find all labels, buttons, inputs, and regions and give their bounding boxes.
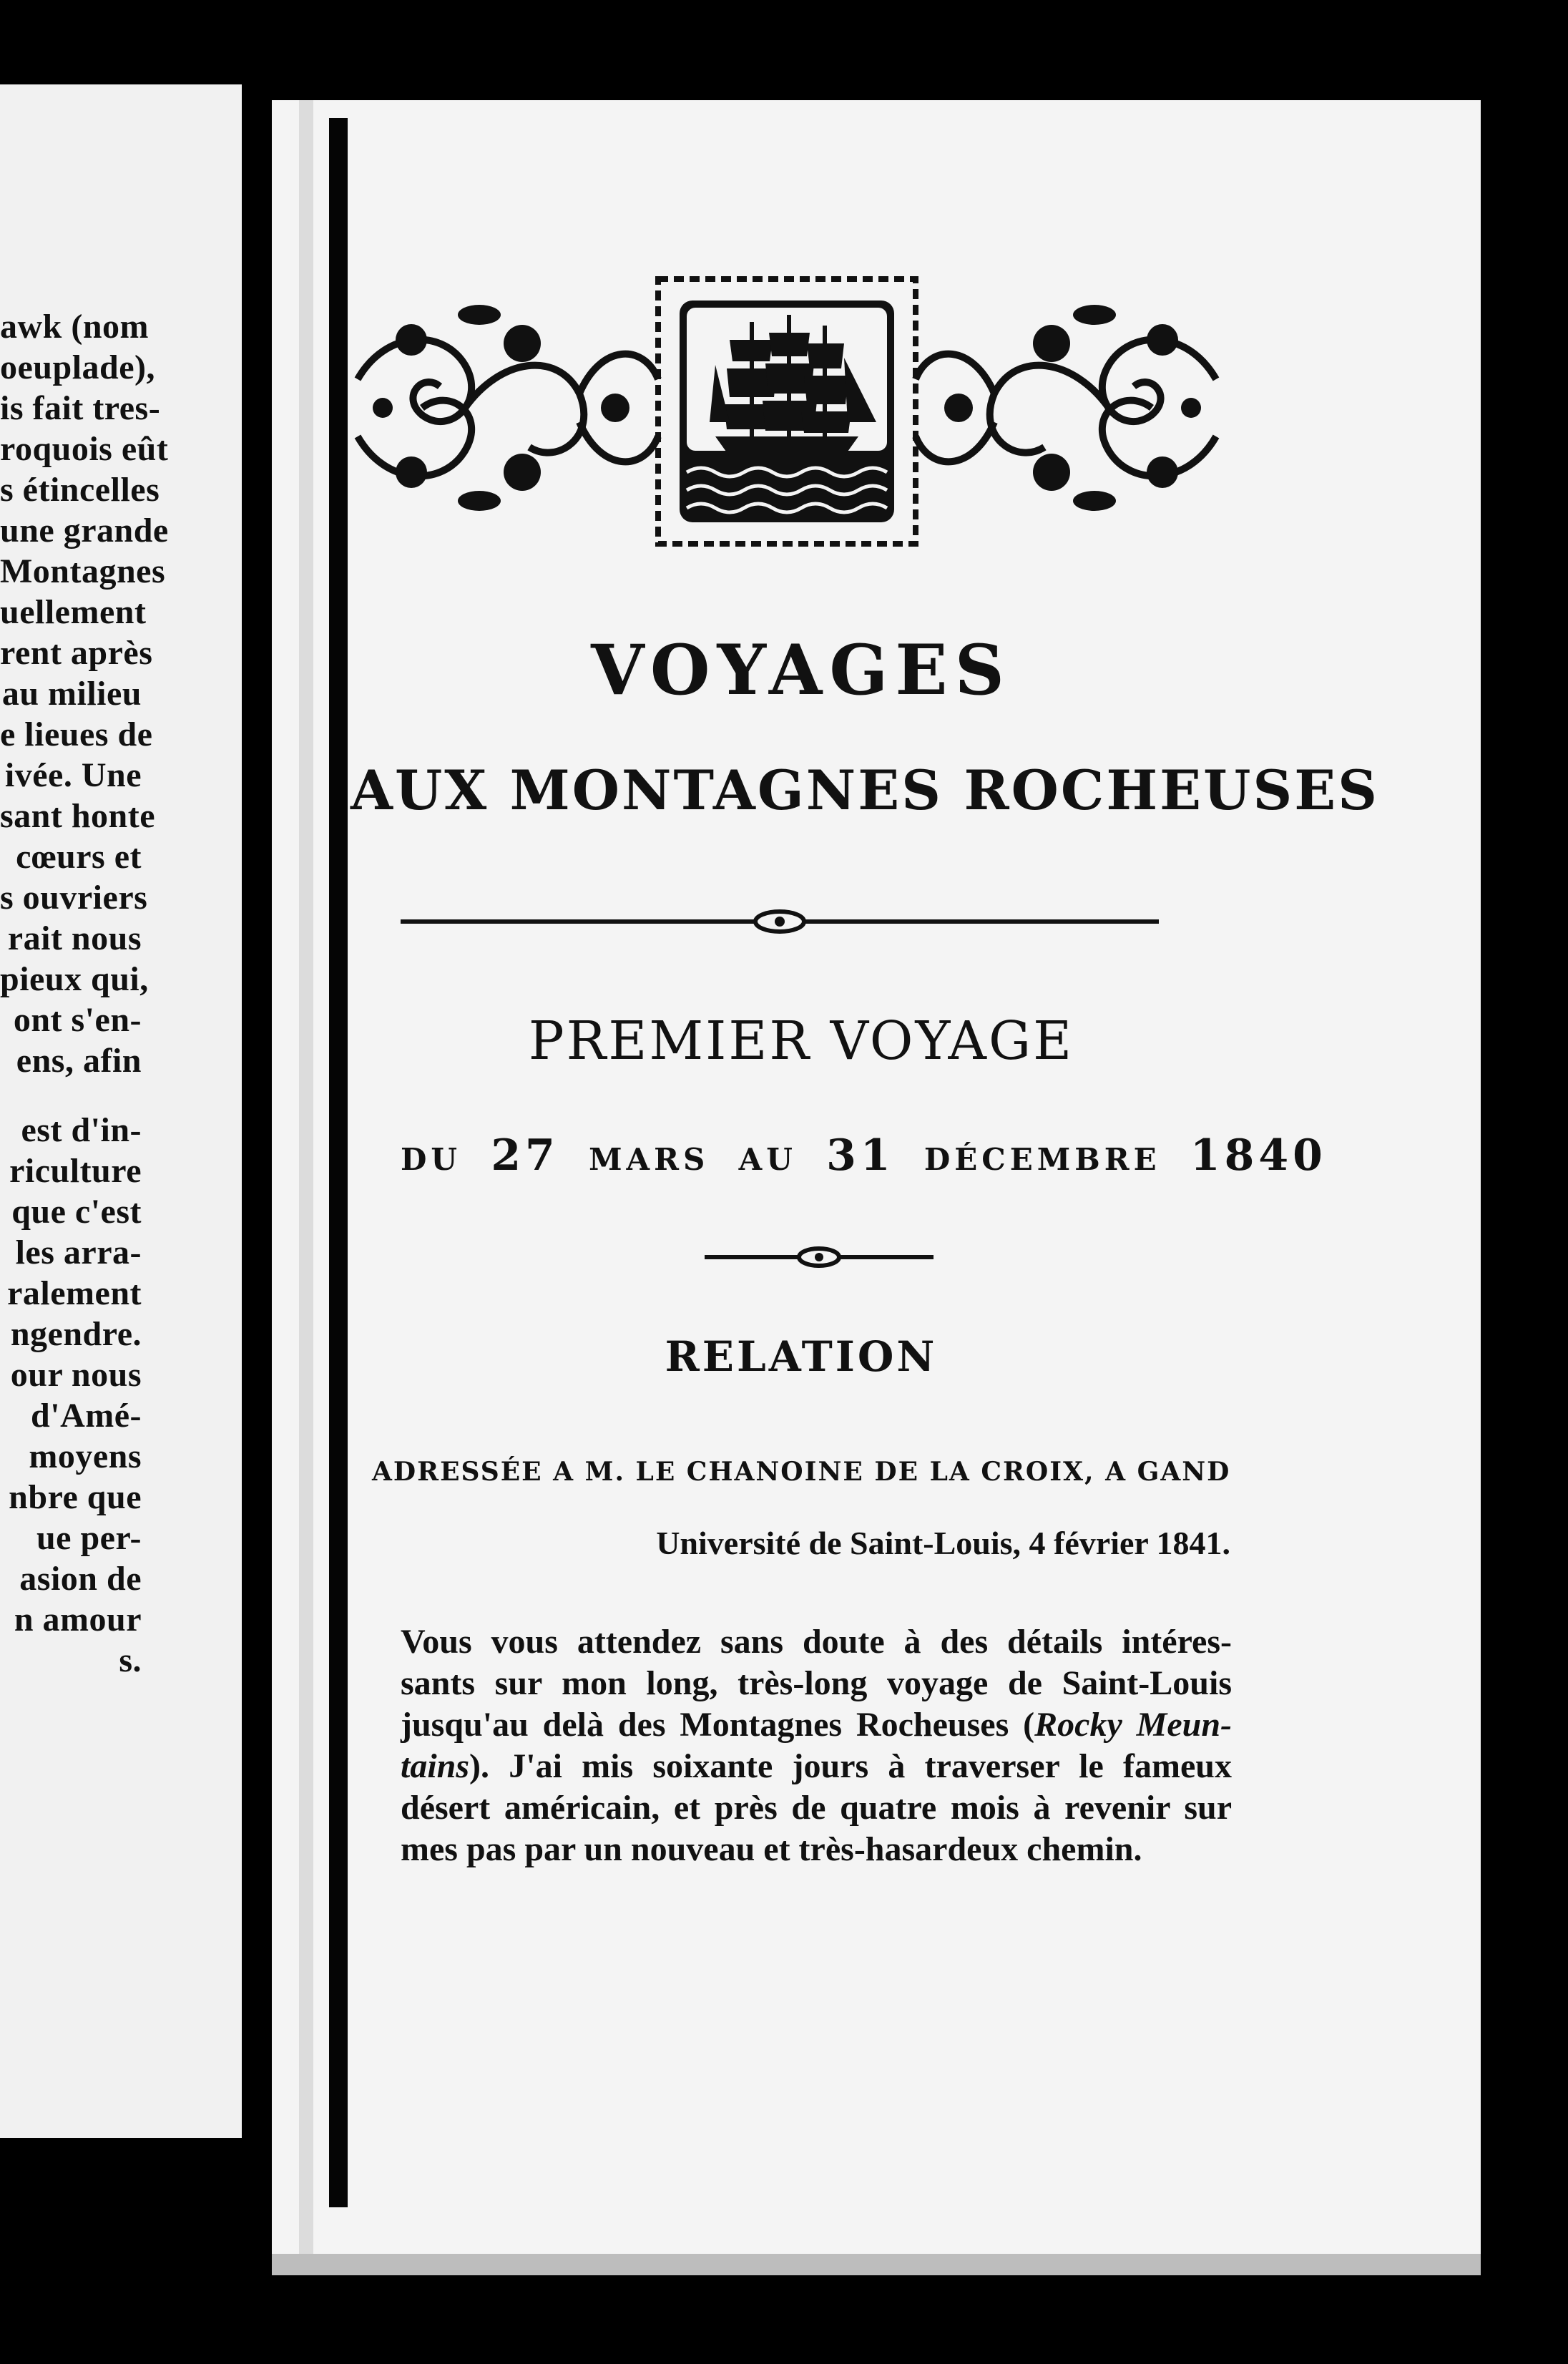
facing-page-line: les arra- [15, 1234, 142, 1271]
facing-page-line: ue per- [36, 1519, 142, 1557]
relation-addressee: ADRESSÉE A M. LE CHANOINE DE LA CROIX, A GAND [372, 1457, 1231, 1487]
title-line-1: VOYAGES [591, 630, 1011, 710]
ornamental-rule-icon [401, 900, 1159, 943]
facing-page-line: ens, afin [16, 1042, 142, 1080]
facing-page-line: rent après [0, 634, 153, 672]
facing-page-line: riculture [9, 1152, 142, 1190]
title-line-2: AUX MONTAGNES ROCHEUSES [351, 758, 1380, 822]
body-line: mes pas par un nouveau et très-hasardeux chemin. [401, 1830, 1142, 1868]
facing-page-line: ivée. Une [4, 756, 142, 794]
facing-page-line: d'Amé- [31, 1397, 142, 1435]
facing-page-line: sant honte [0, 797, 156, 835]
facing-page-line: pieux qui, [0, 960, 149, 998]
letter-body [401, 1621, 1232, 1870]
dates-month-1: MARS [589, 1142, 710, 1177]
ship-vignette-icon [343, 272, 1230, 551]
body-line-part: jusqu'au delà des Montagnes Rocheuses ( [401, 1706, 1035, 1744]
voyage-dates [401, 1130, 1327, 1181]
facing-page-line: asion de [19, 1560, 142, 1598]
body-line-italic: tains [401, 1747, 470, 1785]
body-line: désert américain, et près de quatre mois à revenir sur [401, 1789, 1232, 1827]
facing-page-line: ngendre. [10, 1315, 142, 1353]
letter-dateline: Université de Saint-Louis, 4 février 1841. [656, 1525, 1230, 1561]
facing-page-line: au milieu [1, 675, 142, 713]
facing-page-line: e lieues de [0, 715, 153, 753]
body-line [401, 1746, 1232, 1787]
subtitle-premier-voyage: PREMIER VOYAGE [528, 1010, 1074, 1072]
dates-month-2: DÉCEMBRE [923, 1142, 1161, 1177]
facing-page [0, 84, 242, 2138]
dates-day-2: 31 [826, 1130, 895, 1181]
facing-page-line: moyens [29, 1437, 142, 1475]
body-line-part: ). J'ai mis soixante jours à traverser le fameux [469, 1747, 1232, 1785]
facing-page-line: que c'est [11, 1193, 142, 1231]
facing-page-line: s. [119, 1641, 142, 1679]
facing-page-line: une grande [0, 512, 169, 550]
facing-page-line: ont s'en- [13, 1001, 142, 1039]
facing-page-line: roquois eût [0, 430, 169, 468]
facing-page-text [0, 306, 242, 1681]
facing-page-line: awk (nom [0, 308, 150, 346]
page-gutter [299, 100, 313, 2254]
facing-page-line: n amour [14, 1601, 142, 1638]
short-ornamental-rule-icon [705, 1239, 934, 1275]
facing-page-line: s ouvriers [0, 879, 148, 917]
facing-page-line: is fait tres- [0, 389, 161, 427]
facing-page-line: s étincelles [0, 471, 160, 509]
dates-au: AU [738, 1142, 797, 1177]
body-line: sants sur mon long, très-long voyage de Saint-Louis [401, 1664, 1232, 1702]
page-bottom-edge [272, 2254, 1481, 2275]
facing-page-line: uellement [0, 593, 147, 631]
facing-page-line: cœurs et [16, 838, 142, 876]
facing-page-line: ralement [7, 1274, 142, 1312]
body-line [401, 1704, 1232, 1746]
dates-day-1: 27 [491, 1130, 559, 1181]
dates-year: 1840 [1190, 1130, 1327, 1181]
facing-page-line: our nous [10, 1356, 142, 1394]
facing-page-line: est d'in- [21, 1111, 142, 1149]
body-line: Vous vous attendez sans doute à des détails intéres- [401, 1623, 1232, 1661]
body-line-italic: Rocky Meun- [1034, 1706, 1232, 1744]
facing-page-line: rait nous [7, 919, 142, 957]
facing-page-line: oeuplade), [0, 348, 156, 386]
facing-page-line: Montagnes [0, 552, 166, 590]
relation-heading: RELATION [665, 1332, 938, 1381]
facing-page-line: nbre que [9, 1478, 142, 1516]
dates-du: DU [401, 1142, 462, 1177]
